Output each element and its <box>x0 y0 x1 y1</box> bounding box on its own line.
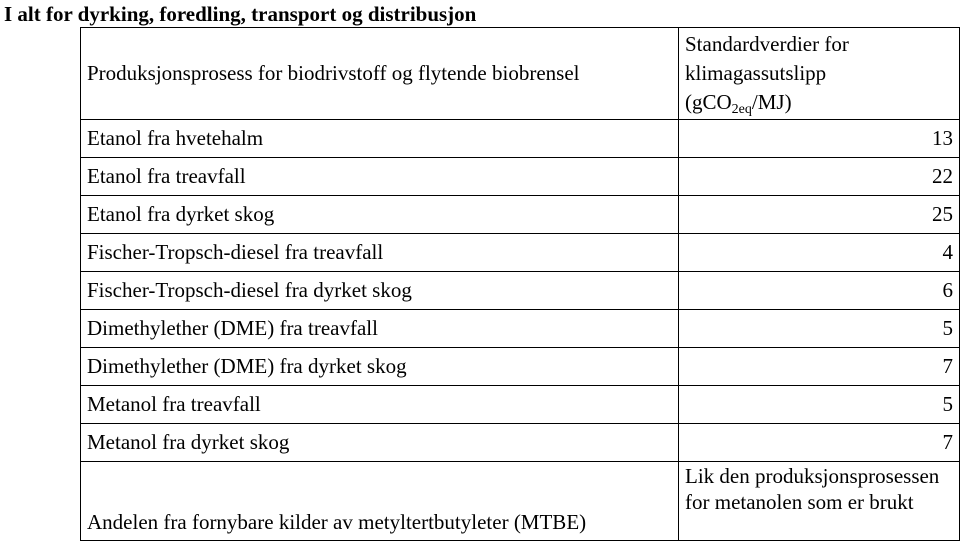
value-cell: 13 <box>679 120 960 158</box>
process-cell: Metanol fra dyrket skog <box>81 424 679 462</box>
process-cell: Metanol fra treavfall <box>81 386 679 424</box>
header-value <box>679 28 960 120</box>
header-value-line1: Standardverdier for klimagassutslipp <box>685 32 849 85</box>
table-row <box>81 196 960 234</box>
table-row-mtbe <box>81 462 960 541</box>
table-header-row <box>81 28 960 120</box>
process-cell: Etanol fra hvetehalm <box>81 120 679 158</box>
table-row <box>81 348 960 386</box>
process-cell: Fischer-Tropsch-diesel fra dyrket skog <box>81 272 679 310</box>
value-cell: 22 <box>679 158 960 196</box>
header-process: Produksjonsprosess for biodrivstoff og flytende biobrensel <box>81 28 679 120</box>
header-value-sub: 2eq <box>731 102 752 117</box>
value-cell: 5 <box>679 310 960 348</box>
value-cell-note: Lik den produksjonsprosessen for metanolen som er brukt <box>679 462 960 541</box>
value-cell: 7 <box>679 348 960 386</box>
emissions-table <box>80 27 960 541</box>
process-cell: Dimethylether (DME) fra dyrket skog <box>81 348 679 386</box>
value-cell: 6 <box>679 272 960 310</box>
process-cell: Dimethylether (DME) fra treavfall <box>81 310 679 348</box>
table-row <box>81 386 960 424</box>
table-row <box>81 272 960 310</box>
table-row <box>81 424 960 462</box>
table-row <box>81 120 960 158</box>
table-row <box>81 234 960 272</box>
process-cell: Etanol fra dyrket skog <box>81 196 679 234</box>
header-value-prefix: (gCO <box>685 90 732 114</box>
table-row <box>81 310 960 348</box>
value-cell: 7 <box>679 424 960 462</box>
value-cell: 25 <box>679 196 960 234</box>
table-row <box>81 158 960 196</box>
process-cell: Andelen fra fornybare kilder av metyltertbutyleter (MTBE) <box>81 462 679 541</box>
process-cell: Fischer-Tropsch-diesel fra treavfall <box>81 234 679 272</box>
header-value-suffix: /MJ) <box>751 90 792 114</box>
value-cell: 4 <box>679 234 960 272</box>
value-cell: 5 <box>679 386 960 424</box>
process-cell: Etanol fra treavfall <box>81 158 679 196</box>
section-title: I alt for dyrking, foredling, transport og distribusjon <box>4 2 477 26</box>
